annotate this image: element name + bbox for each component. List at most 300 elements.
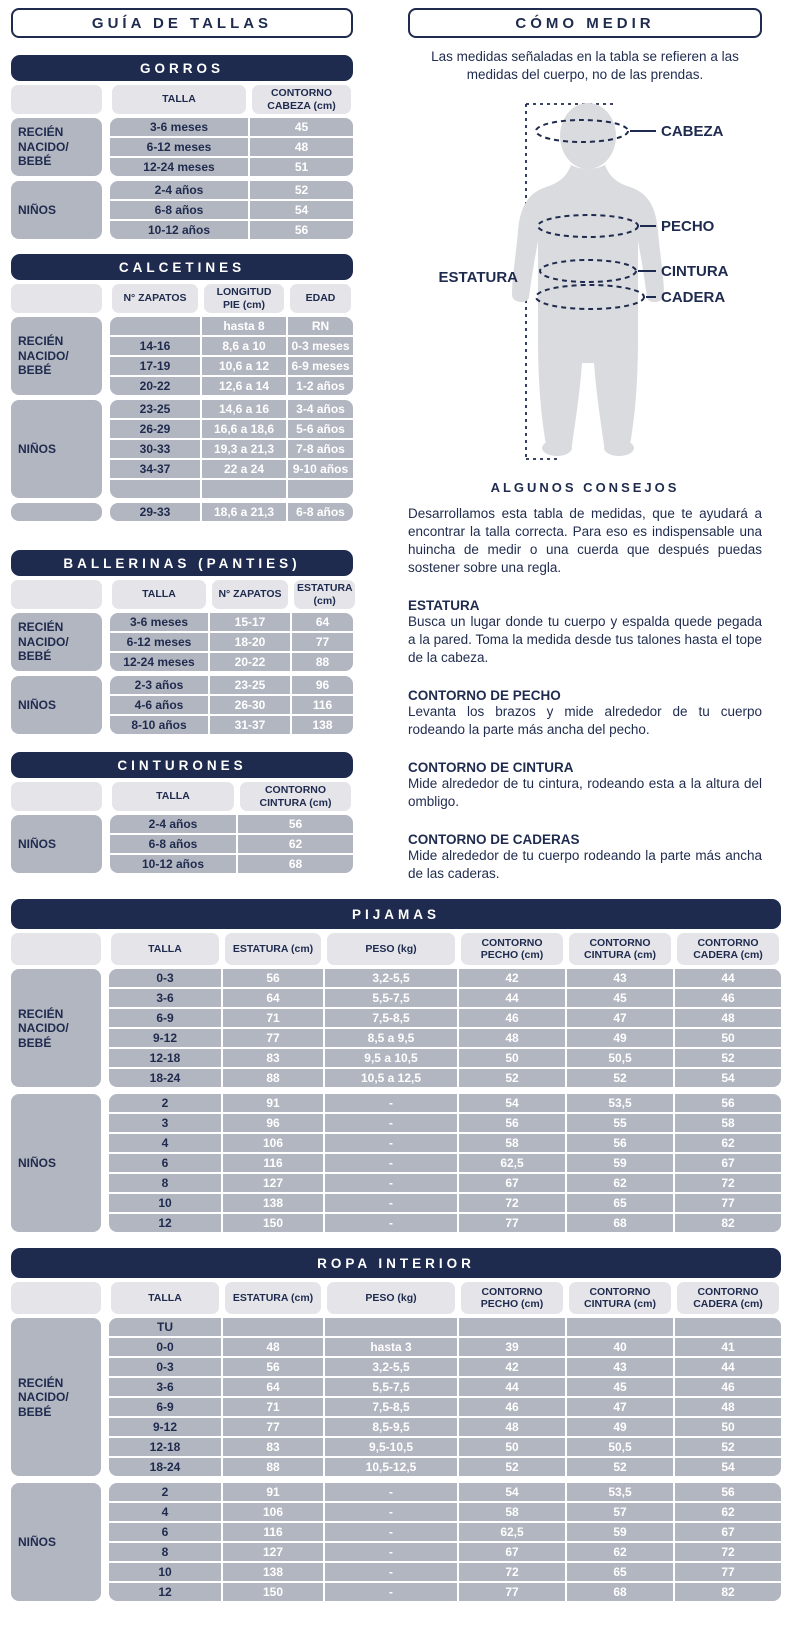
value-cell: 64 xyxy=(223,989,323,1007)
value-cell: - xyxy=(325,1483,457,1501)
value-cell: 138 xyxy=(292,716,353,734)
row-group-label-text: RECIÉN NACIDO/ BEBÉ xyxy=(18,1006,69,1050)
cabeza-label: CABEZA xyxy=(661,123,724,141)
value-cell xyxy=(675,1318,781,1336)
size-cell: 6-9 xyxy=(109,1009,221,1027)
column-header: ESTATURA (cm) xyxy=(225,1282,321,1314)
value-cell: 67 xyxy=(459,1543,565,1561)
value-cell: 10,5-12,5 xyxy=(325,1458,457,1476)
value-cell: 62,5 xyxy=(459,1154,565,1172)
value-cell: 45 xyxy=(567,989,673,1007)
value-cell: 53,5 xyxy=(567,1094,673,1112)
value-cell: 82 xyxy=(675,1214,781,1232)
row-group-label xyxy=(11,400,102,498)
size-cell: 6-12 meses xyxy=(110,138,248,156)
row-group-label-text: NIÑOS xyxy=(18,1535,57,1550)
value-cell: - xyxy=(325,1194,457,1212)
column-header-row xyxy=(11,933,781,965)
table-rows xyxy=(110,613,353,671)
value-cell: - xyxy=(325,1134,457,1152)
size-cell: 12 xyxy=(109,1583,221,1601)
table-rows xyxy=(110,181,353,239)
size-cell: 26-29 xyxy=(110,420,200,438)
value-cell: 54 xyxy=(675,1458,781,1476)
value-cell: 53,5 xyxy=(567,1483,673,1501)
column-header: CONTORNO CADERA (cm) xyxy=(677,1282,779,1314)
value-cell xyxy=(325,1318,457,1336)
value-cell: 9,5 a 10,5 xyxy=(325,1049,457,1067)
column-headers xyxy=(110,85,353,114)
value-cell: 3,2-5,5 xyxy=(325,1358,457,1376)
value-cell: 3-4 años xyxy=(288,400,353,418)
value-cell: 40 xyxy=(567,1338,673,1356)
table-title-bar: BALLERINAS (PANTIES) xyxy=(11,550,353,576)
row-group-label xyxy=(11,969,101,1087)
value-cell: 41 xyxy=(675,1338,781,1356)
size-cell xyxy=(110,317,200,335)
size-cell: 6-9 xyxy=(109,1398,221,1416)
value-cell: hasta 3 xyxy=(325,1338,457,1356)
value-cell: 77 xyxy=(223,1418,323,1436)
value-cell: 46 xyxy=(459,1009,565,1027)
size-cell: 12-18 xyxy=(109,1438,221,1456)
value-cell: 106 xyxy=(223,1503,323,1521)
value-cell: 52 xyxy=(567,1069,673,1087)
value-cell: 72 xyxy=(459,1563,565,1581)
size-cell: 10 xyxy=(109,1194,221,1212)
row-group-label xyxy=(11,676,102,734)
value-cell: 83 xyxy=(223,1438,323,1456)
value-cell xyxy=(288,480,353,498)
value-cell: 56 xyxy=(459,1114,565,1132)
value-cell: - xyxy=(325,1523,457,1541)
row-group-label xyxy=(11,613,102,671)
value-cell: 48 xyxy=(250,138,353,156)
size-cell: 3 xyxy=(109,1114,221,1132)
body-measure-diagram xyxy=(408,91,762,467)
value-cell: 77 xyxy=(292,633,353,651)
value-cell: 44 xyxy=(459,1378,565,1396)
value-cell: 39 xyxy=(459,1338,565,1356)
value-cell: 77 xyxy=(675,1563,781,1581)
value-cell: 67 xyxy=(459,1174,565,1192)
value-cell: 106 xyxy=(223,1134,323,1152)
value-cell: - xyxy=(325,1543,457,1561)
value-cell: 62 xyxy=(238,835,353,853)
column-header: ESTATURA (cm) xyxy=(225,933,321,965)
value-cell: 44 xyxy=(675,1358,781,1376)
measure-section-caderas xyxy=(408,832,762,883)
value-cell: 10,6 a 12 xyxy=(202,357,286,375)
column-header: CONTORNO CABEZA (cm) xyxy=(252,85,351,114)
value-cell: hasta 8 xyxy=(202,317,286,335)
size-cell: 2-3 años xyxy=(110,676,208,694)
size-cell: 2-4 años xyxy=(110,815,236,833)
size-cell xyxy=(110,480,200,498)
value-cell: 47 xyxy=(567,1009,673,1027)
value-cell: 65 xyxy=(567,1563,673,1581)
size-cell: 30-33 xyxy=(110,440,200,458)
value-cell: 71 xyxy=(223,1009,323,1027)
header-spacer xyxy=(11,580,102,609)
row-group-label-text: RECIÉN NACIDO/ BEBÉ xyxy=(18,1375,69,1419)
value-cell: 9,5-10,5 xyxy=(325,1438,457,1456)
value-cell: 8,6 a 10 xyxy=(202,337,286,355)
size-cell: 6-12 meses xyxy=(110,633,208,651)
value-cell: 0-3 meses xyxy=(288,337,353,355)
value-cell: 48 xyxy=(223,1338,323,1356)
column-header-row xyxy=(11,284,353,313)
size-cell: 0-3 xyxy=(109,1358,221,1376)
tables-column xyxy=(11,8,353,873)
value-cell: 5-6 años xyxy=(288,420,353,438)
value-cell: 127 xyxy=(223,1174,323,1192)
value-cell: 50 xyxy=(459,1438,565,1456)
cadera-label: CADERA xyxy=(661,289,726,307)
size-cell: 3-6 xyxy=(109,989,221,1007)
value-cell: 56 xyxy=(567,1134,673,1152)
section-heading: CONTORNO DE CADERAS xyxy=(408,831,580,847)
value-cell: 5,5-7,5 xyxy=(325,1378,457,1396)
value-cell: 52 xyxy=(459,1458,565,1476)
column-header: PESO (kg) xyxy=(327,1282,455,1314)
header-spacer xyxy=(11,1282,101,1314)
column-header: CONTORNO CADERA (cm) xyxy=(677,933,779,965)
value-cell: 138 xyxy=(223,1563,323,1581)
value-cell: 82 xyxy=(675,1583,781,1601)
tips-text: Desarrollamos esta tabla de medidas, que te ayudará a encontrar la talla correcta. Para eso es indispensable una huincha de medir o una cuerda que después puedas sostener sobre una regla. xyxy=(408,506,762,575)
value-cell: 50,5 xyxy=(567,1049,673,1067)
size-cell: 12 xyxy=(109,1214,221,1232)
measure-section-cintura xyxy=(408,760,762,811)
size-cell: 3-6 xyxy=(109,1378,221,1396)
value-cell: 48 xyxy=(459,1418,565,1436)
table-ropa-interior xyxy=(11,1248,781,1601)
header-spacer xyxy=(11,782,102,811)
value-cell: 65 xyxy=(567,1194,673,1212)
how-to-measure-column xyxy=(408,8,762,882)
column-header-row xyxy=(11,580,353,609)
value-cell: 19,3 a 21,3 xyxy=(202,440,286,458)
value-cell: 14,6 a 16 xyxy=(202,400,286,418)
column-header-row xyxy=(11,85,353,114)
value-cell: 88 xyxy=(223,1069,323,1087)
row-group-label xyxy=(11,1483,101,1601)
value-cell: 58 xyxy=(459,1134,565,1152)
size-cell: 3-6 meses xyxy=(110,613,208,631)
value-cell: - xyxy=(325,1503,457,1521)
value-cell: 116 xyxy=(292,696,353,714)
value-cell: 62,5 xyxy=(459,1523,565,1541)
section-text: Levanta los brazos y mide alrededor de tu cuerpo rodeando la parte más ancha del pecho. xyxy=(408,703,762,737)
value-cell: 15-17 xyxy=(210,613,290,631)
child-silhouette xyxy=(512,103,664,456)
size-cell: 0-0 xyxy=(109,1338,221,1356)
column-header: CONTORNO CINTURA (cm) xyxy=(569,933,671,965)
size-cell: 6-8 años xyxy=(110,835,236,853)
value-cell: 68 xyxy=(567,1583,673,1601)
value-cell: 52 xyxy=(567,1458,673,1476)
value-cell: 1-2 años xyxy=(288,377,353,395)
how-to-measure-title: CÓMO MEDIR xyxy=(408,8,762,38)
column-headers xyxy=(110,782,353,811)
value-cell: 45 xyxy=(250,118,353,136)
value-cell: 116 xyxy=(223,1154,323,1172)
column-header: CONTORNO PECHO (cm) xyxy=(461,1282,563,1314)
table-row-group xyxy=(11,1094,781,1232)
value-cell: 150 xyxy=(223,1583,323,1601)
column-header-row xyxy=(11,782,353,811)
value-cell: 46 xyxy=(675,1378,781,1396)
section-text: Mide alrededor de tu cintura, rodeando esta a la altura del ombligo. xyxy=(408,775,762,809)
value-cell: 56 xyxy=(223,969,323,987)
value-cell: 56 xyxy=(250,221,353,239)
column-header: CONTORNO PECHO (cm) xyxy=(461,933,563,965)
value-cell: 6-8 años xyxy=(288,503,353,521)
table-row-group xyxy=(11,815,353,873)
value-cell: 72 xyxy=(675,1174,781,1192)
column-header-row xyxy=(11,1282,781,1314)
value-cell: 22 a 24 xyxy=(202,460,286,478)
value-cell: 72 xyxy=(675,1543,781,1561)
value-cell: 3,2-5,5 xyxy=(325,969,457,987)
header-spacer xyxy=(11,284,102,313)
size-cell: 4-6 años xyxy=(110,696,208,714)
table-row-group xyxy=(11,613,353,671)
value-cell: 62 xyxy=(567,1543,673,1561)
value-cell: 9-10 años xyxy=(288,460,353,478)
value-cell: 43 xyxy=(567,969,673,987)
column-header: CONTORNO CINTURA (cm) xyxy=(569,1282,671,1314)
column-header: N° ZAPATOS xyxy=(112,284,198,313)
size-cell: 12-24 meses xyxy=(110,653,208,671)
value-cell: 46 xyxy=(675,989,781,1007)
table-rows xyxy=(110,400,353,498)
size-cell: 2-4 años xyxy=(110,181,248,199)
value-cell: 64 xyxy=(223,1378,323,1396)
value-cell: 7,5-8,5 xyxy=(325,1009,457,1027)
value-cell: 58 xyxy=(675,1114,781,1132)
value-cell: 8,5 a 9,5 xyxy=(325,1029,457,1047)
value-cell: - xyxy=(325,1583,457,1601)
row-group-label-text: RECIÉN NACIDO/ BEBÉ xyxy=(18,125,69,169)
value-cell: 54 xyxy=(250,201,353,219)
size-cell: 14-16 xyxy=(110,337,200,355)
value-cell: 49 xyxy=(567,1418,673,1436)
table-rows xyxy=(110,676,353,734)
section-heading: CONTORNO DE CINTURA xyxy=(408,759,574,775)
value-cell: RN xyxy=(288,317,353,335)
column-header: PESO (kg) xyxy=(327,933,455,965)
size-cell: 10 xyxy=(109,1563,221,1581)
value-cell: 52 xyxy=(675,1049,781,1067)
value-cell: 58 xyxy=(459,1503,565,1521)
value-cell: 116 xyxy=(223,1523,323,1541)
header-spacer xyxy=(11,933,101,965)
value-cell: 62 xyxy=(567,1174,673,1192)
value-cell: 51 xyxy=(250,158,353,176)
value-cell: 56 xyxy=(675,1094,781,1112)
section-heading: CONTORNO DE PECHO xyxy=(408,687,561,703)
value-cell: 48 xyxy=(675,1009,781,1027)
value-cell: 91 xyxy=(223,1483,323,1501)
table-row-group xyxy=(11,1483,781,1601)
value-cell: 52 xyxy=(675,1438,781,1456)
estatura-label: ESTATURA xyxy=(438,269,518,287)
column-header: ESTATURA (cm) xyxy=(294,580,355,609)
table-title-bar: CALCETINES xyxy=(11,254,353,280)
row-group-label-text: RECIÉN NACIDO/ BEBÉ xyxy=(18,334,69,378)
value-cell: 77 xyxy=(459,1214,565,1232)
column-header: N° ZAPATOS xyxy=(212,580,288,609)
size-cell: 8 xyxy=(109,1174,221,1192)
table-cinturones xyxy=(11,752,353,873)
table-rows xyxy=(110,815,353,873)
value-cell: 56 xyxy=(223,1358,323,1376)
column-header: EDAD xyxy=(290,284,351,313)
table-ballerinas xyxy=(11,550,353,734)
row-group-label-text: RECIÉN NACIDO/ BEBÉ xyxy=(18,620,69,664)
measure-intro-text: Las medidas señaladas en la tabla se refieren a las medidas del cuerpo, no de las prendas. xyxy=(431,49,739,82)
value-cell: 12,6 a 14 xyxy=(202,377,286,395)
row-group-label xyxy=(11,1318,101,1476)
column-headers xyxy=(109,933,781,965)
value-cell: 50 xyxy=(459,1049,565,1067)
column-header: LONGITUD PIE (cm) xyxy=(204,284,284,313)
column-header: TALLA xyxy=(112,782,234,811)
value-cell: 44 xyxy=(675,969,781,987)
value-cell: 7,5-8,5 xyxy=(325,1398,457,1416)
size-cell: 4 xyxy=(109,1134,221,1152)
size-cell: 20-22 xyxy=(110,377,200,395)
value-cell: - xyxy=(325,1154,457,1172)
table-rows xyxy=(110,118,353,176)
column-headers xyxy=(110,284,353,313)
row-group-label xyxy=(11,181,102,239)
value-cell: 96 xyxy=(292,676,353,694)
table-rows xyxy=(109,969,781,1087)
size-cell: 6-8 años xyxy=(110,201,248,219)
table-row-group xyxy=(11,118,353,176)
value-cell: 26-30 xyxy=(210,696,290,714)
table-rows xyxy=(110,317,353,395)
value-cell: 49 xyxy=(567,1029,673,1047)
column-header: TALLA xyxy=(112,580,206,609)
section-text: Mide alrededor de tu cuerpo rodeando la parte más ancha de las caderas. xyxy=(408,847,762,881)
value-cell: 18-20 xyxy=(210,633,290,651)
value-cell: 55 xyxy=(567,1114,673,1132)
value-cell: 77 xyxy=(223,1029,323,1047)
size-cell: 18-24 xyxy=(109,1458,221,1476)
size-cell: 29-33 xyxy=(110,503,200,521)
column-headers xyxy=(110,580,357,609)
row-group-label xyxy=(11,317,102,395)
value-cell: 71 xyxy=(223,1398,323,1416)
pecho-label: PECHO xyxy=(661,218,715,236)
size-cell: 9-12 xyxy=(109,1029,221,1047)
value-cell: 67 xyxy=(675,1154,781,1172)
value-cell: 64 xyxy=(292,613,353,631)
value-cell: 52 xyxy=(459,1069,565,1087)
value-cell: 54 xyxy=(459,1483,565,1501)
row-group-label xyxy=(11,118,102,176)
value-cell: 48 xyxy=(459,1029,565,1047)
value-cell: - xyxy=(325,1114,457,1132)
size-cell: TU xyxy=(109,1318,221,1336)
value-cell: 67 xyxy=(675,1523,781,1541)
value-cell: 88 xyxy=(223,1458,323,1476)
value-cell: 47 xyxy=(567,1398,673,1416)
value-cell: 46 xyxy=(459,1398,565,1416)
value-cell: 48 xyxy=(675,1398,781,1416)
value-cell: 77 xyxy=(675,1194,781,1212)
value-cell: 23-25 xyxy=(210,676,290,694)
size-cell: 6 xyxy=(109,1154,221,1172)
size-cell: 0-3 xyxy=(109,969,221,987)
row-group-label-text: NIÑOS xyxy=(18,836,57,851)
value-cell: 57 xyxy=(567,1503,673,1521)
value-cell: 44 xyxy=(459,989,565,1007)
table-row-group xyxy=(11,181,353,239)
value-cell: 56 xyxy=(238,815,353,833)
row-group-label-text: NIÑOS xyxy=(18,441,57,456)
column-header: TALLA xyxy=(111,1282,219,1314)
value-cell: 31-37 xyxy=(210,716,290,734)
size-cell: 2 xyxy=(109,1483,221,1501)
row-group-label xyxy=(11,503,102,521)
table-calcetines xyxy=(11,254,353,521)
value-cell: 20-22 xyxy=(210,653,290,671)
value-cell: 50 xyxy=(675,1418,781,1436)
size-cell: 6 xyxy=(109,1523,221,1541)
value-cell: 62 xyxy=(675,1134,781,1152)
size-cell: 18-24 xyxy=(109,1069,221,1087)
table-title-bar: ROPA INTERIOR xyxy=(11,1248,781,1278)
value-cell xyxy=(459,1318,565,1336)
table-row-group xyxy=(11,969,781,1087)
size-cell: 17-19 xyxy=(110,357,200,375)
size-cell: 12-18 xyxy=(109,1049,221,1067)
value-cell: 43 xyxy=(567,1358,673,1376)
size-cell: 8-10 años xyxy=(110,716,208,734)
value-cell: 42 xyxy=(459,1358,565,1376)
value-cell: 10,5 a 12,5 xyxy=(325,1069,457,1087)
value-cell: 52 xyxy=(250,181,353,199)
table-rows xyxy=(110,503,353,521)
table-title-bar: CINTURONES xyxy=(11,752,353,778)
value-cell: 62 xyxy=(675,1503,781,1521)
size-cell: 2 xyxy=(109,1094,221,1112)
value-cell: - xyxy=(325,1563,457,1581)
table-row-group xyxy=(11,503,353,521)
table-row-group xyxy=(11,1318,781,1476)
size-cell: 9-12 xyxy=(109,1418,221,1436)
row-group-label-text: NIÑOS xyxy=(18,202,57,217)
value-cell: 96 xyxy=(223,1114,323,1132)
row-group-label-text: NIÑOS xyxy=(18,1156,57,1171)
row-group-label xyxy=(11,815,102,873)
value-cell: 8,5-9,5 xyxy=(325,1418,457,1436)
header-spacer xyxy=(11,85,102,114)
value-cell: 7-8 años xyxy=(288,440,353,458)
value-cell: 6-9 meses xyxy=(288,357,353,375)
section-text: Busca un lugar donde tu cuerpo y espalda quede pegada a la pared. Toma la medida desde tus talones hasta el tope de la cabeza. xyxy=(408,613,762,665)
value-cell: 77 xyxy=(459,1583,565,1601)
value-cell: 45 xyxy=(567,1378,673,1396)
value-cell: 150 xyxy=(223,1214,323,1232)
table-pijamas xyxy=(11,899,781,1232)
top-section xyxy=(11,8,781,882)
